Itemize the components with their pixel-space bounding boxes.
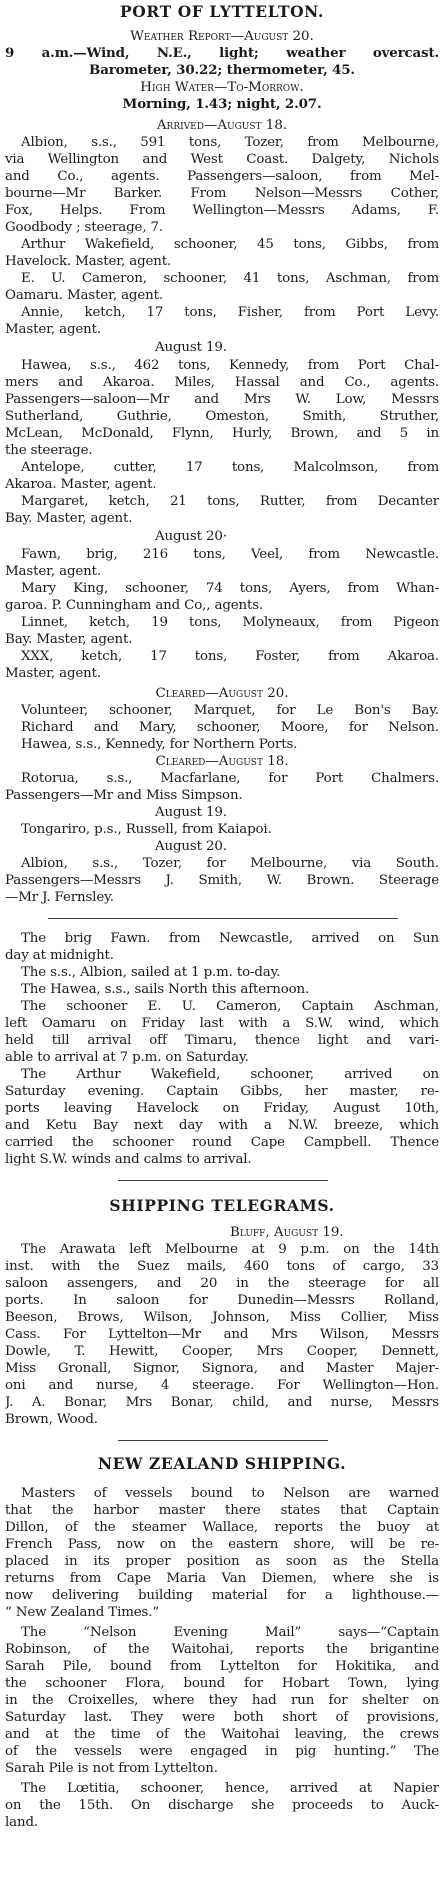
telegram-line: J. A. Bonar, Mrs Bonar, child, and nurse, Messrs: [5, 1395, 439, 1410]
arrival-line: Annie, ketch, 17 tons, Fisher, from Port Levy.: [21, 305, 439, 320]
telegram-line: The Arawata left Melbourne at 9 p.m. on the 14th: [21, 1242, 439, 1257]
nz-shipping-line: Robinson, of the Waitohai, reports the brigantine: [5, 1642, 439, 1657]
arrival-line: XXX, ketch, 17 tons, Foster, from Akaroa.: [21, 649, 439, 664]
telegram-line: Cass. For Lyttelton—Mr and Mrs Wilson, Messrs: [5, 1327, 439, 1342]
arrival-line: Master, agent.: [5, 666, 101, 681]
arrival-line: Akaroa. Master, agent.: [5, 477, 157, 492]
nz-shipping-line: now delivering building material for a lighthouse.—: [5, 1588, 439, 1603]
notes-line: carried the schooner round Cape Campbell. Thence: [5, 1135, 439, 1150]
arrival-line: Linnet, ketch, 19 tons, Molyneaux, from Pigeon: [21, 615, 439, 630]
nz-shipping-line: on the 15th. On discharge she proceeds to Auck-: [5, 1798, 439, 1813]
section-heading-port-of-lyttelton: PORT OF LYTTELTON.: [120, 2, 324, 21]
arrival-line: Bay. Master, agent.: [5, 632, 133, 647]
nz-shipping-line: The Lœtitia, schooner, hence, arrived at Napier: [21, 1781, 439, 1796]
high-water-subheading: High Water—To-Morrow.: [140, 80, 304, 95]
telegram-line: Miss Gronall, Signor, Signora, and Master Majer-: [5, 1361, 439, 1376]
arrival-line: bourne—Mr Barker. From Nelson—Messrs Cother,: [5, 186, 439, 201]
nz-shipping-line: returns from Cape Maria Van Diemen, where she is: [5, 1571, 439, 1586]
notes-line: light S.W. winds and calms to arrival.: [5, 1152, 252, 1167]
arrival-line: Goodbody ; steerage, 7.: [5, 220, 164, 235]
date-subheading: August 20.: [155, 839, 227, 854]
weather-report-subheading: Weather Report—August 20.: [130, 29, 314, 44]
nz-shipping-line: placed in its proper position as soon as the Stella: [5, 1554, 439, 1569]
notes-line: The Arthur Wakefield, schooner, arrived on: [21, 1067, 439, 1082]
arrival-line: E. U. Cameron, schooner, 41 tons, Aschman, from: [21, 271, 439, 286]
nz-shipping-line: “ New Zealand Times.”: [5, 1605, 160, 1620]
notes-line: The brig Fawn. from Newcastle, arrived on Sun: [21, 931, 439, 946]
date-subheading: August 19.: [155, 805, 227, 820]
telegram-line: Dowle, T. Hewitt, Cooper, Mrs Cooper, Dennett,: [5, 1344, 439, 1359]
cleared-subheading: Cleared—August 20.: [155, 686, 289, 701]
nz-shipping-line: in the Croixelles, where they had run for shelter on: [5, 1693, 439, 1708]
arrival-line: Oamaru. Master, agent.: [5, 288, 163, 303]
arrival-line: Albion, s.s., 591 tons, Tozer, from Melbourne,: [21, 135, 439, 150]
telegram-dateline: Bluff, August 19.: [230, 1225, 344, 1240]
notes-line: ports leaving Havelock on Friday, August 10th,: [5, 1101, 439, 1116]
arrival-line: Fawn, brig, 216 tons, Veel, from Newcastle.: [21, 547, 439, 562]
cleared-subheading: Cleared—August 18.: [155, 754, 289, 769]
arrival-line: mers and Akaroa. Miles, Hassal and Co., agents.: [5, 375, 439, 390]
telegram-line: Brown, Wood.: [5, 1412, 98, 1427]
high-water-times: Morning, 1.43; night, 2.07.: [122, 96, 322, 112]
nz-shipping-line: Masters of vessels bound to Nelson are warned: [21, 1486, 439, 1501]
weather-line: 9 a.m.—Wind, N.E., light; weather overcast.: [5, 45, 439, 61]
cleared-line: Tongariro, p.s., Russell, from Kaiapoi.: [21, 822, 272, 837]
arrival-line: Arthur Wakefield, schooner, 45 tons, Gibbs, from: [21, 237, 439, 252]
nz-shipping-line: and at the time of the Waitohai leaving, the crews: [5, 1727, 439, 1742]
arrival-line: via Wellington and West Coast. Dalgety, Nichols: [5, 152, 439, 167]
cleared-line: Volunteer, schooner, Marquet, for Le Bon's Bay.: [21, 703, 439, 718]
notes-line: Saturday evening. Captain Gibbs, her master, re-: [5, 1084, 439, 1099]
cleared-line: Hawea, s.s., Kennedy, for Northern Ports.: [21, 737, 298, 752]
notes-line: The s.s., Albion, sailed at 1 p.m. to-day.: [21, 965, 281, 980]
cleared-line: Richard and Mary, schooner, Moore, for Nelson.: [21, 720, 439, 735]
telegram-line: Beeson, Brows, Wilson, Johnson, Miss Collier, Miss: [5, 1310, 439, 1325]
telegram-line: ports. In saloon for Dunedin—Messrs Rolland,: [5, 1293, 439, 1308]
arrived-subheading: Arrived—August 18.: [156, 118, 288, 133]
nz-shipping-line: that the harbor master there states that Captain: [5, 1503, 439, 1518]
nz-shipping-line: land.: [5, 1815, 38, 1830]
cleared-line: Rotorua, s.s., Macfarlane, for Port Chalmers.: [21, 771, 439, 786]
date-subheading: August 20·: [155, 529, 227, 544]
nz-shipping-line: Sarah Pile is not from Lyttelton.: [5, 1761, 218, 1776]
arrival-line: Sutherland, Guthrie, Omeston, Smith, Struther,: [5, 409, 439, 424]
telegram-line: oni and nurse, 4 steerage. For Wellington—Hon.: [5, 1378, 439, 1393]
section-divider: [118, 1180, 328, 1181]
arrival-line: Antelope, cutter, 17 tons, Malcolmson, from: [21, 460, 439, 475]
section-divider: [118, 1440, 328, 1441]
date-subheading: August 19.: [155, 340, 227, 355]
cleared-line: —Mr J. Fernsley.: [5, 890, 114, 905]
arrival-line: Bay. Master, agent.: [5, 511, 133, 526]
nz-shipping-line: Dillon, of the steamer Wallace, reports the buoy at: [5, 1520, 439, 1535]
notes-line: left Oamaru on Friday last with a S.W. wind, which: [5, 1016, 439, 1031]
cleared-line: Passengers—Messrs J. Smith, W. Brown. Steerage: [5, 873, 439, 888]
arrival-line: Master, agent.: [5, 322, 101, 337]
arrival-line: Fox, Helps. From Wellington—Messrs Adams, F.: [5, 203, 439, 218]
nz-shipping-line: The “Nelson Evening Mail” says—“Captain: [21, 1625, 439, 1640]
nz-shipping-line: the schooner Flora, bound for Hobart Town, lying: [5, 1676, 439, 1691]
notes-line: held till arrival off Timaru, thence light and vari-: [5, 1033, 439, 1048]
arrival-line: Hawea, s.s., 462 tons, Kennedy, from Port Chal-: [21, 358, 439, 373]
cleared-line: Albion, s.s., Tozer, for Melbourne, via South.: [21, 856, 439, 871]
arrival-line: Margaret, ketch, 21 tons, Rutter, from Decanter: [21, 494, 439, 509]
notes-line: day at midnight.: [5, 948, 114, 963]
arrival-line: Master, agent.: [5, 564, 101, 579]
notes-line: The Hawea, s.s., sails North this afternoon.: [21, 982, 310, 997]
nz-shipping-line: Saturday last. They were both short of provisions,: [5, 1710, 439, 1725]
arrival-line: the steerage.: [5, 443, 93, 458]
telegram-line: saloon assengers, and 20 in the steerage for all: [5, 1276, 439, 1291]
nz-shipping-line: of the vessels were engaged in pig hunting.” The: [5, 1744, 439, 1759]
notes-line: The schooner E. U. Cameron, Captain Aschman,: [21, 999, 439, 1014]
arrival-line: Mary King, schooner, 74 tons, Ayers, from Whan-: [21, 581, 439, 596]
nz-shipping-line: Sarah Pile, bound from Lyttelton for Hokitika, and: [5, 1659, 439, 1674]
nz-shipping-line: French Pass, now on the eastern shore, will be re-: [5, 1537, 439, 1552]
barometer-line: Barometer, 30.22; thermometer, 45.: [89, 62, 355, 78]
arrival-line: garoa. P. Cunningham and Co,, agents.: [5, 598, 264, 613]
cleared-line: Passengers—Mr and Miss Simpson.: [5, 788, 243, 803]
notes-line: able to arrival at 7 p.m. on Saturday.: [5, 1050, 249, 1065]
telegram-line: inst. with the Suez mails, 460 tons of cargo, 33: [5, 1259, 439, 1274]
arrival-line: McLean, McDonald, Flynn, Hurly, Brown, and 5 in: [5, 426, 439, 441]
arrival-line: and Co., agents. Passengers—saloon, from Mel-: [5, 169, 439, 184]
section-heading-new-zealand-shipping: NEW ZEALAND SHIPPING.: [97, 1454, 347, 1473]
section-divider: [48, 918, 398, 919]
notes-line: and Ketu Bay next day with a N.W. breeze, which: [5, 1118, 439, 1133]
arrival-line: Passengers—saloon—Mr and Mrs W. Low, Messrs: [5, 392, 439, 407]
section-heading-shipping-telegrams: SHIPPING TELEGRAMS.: [109, 1196, 335, 1215]
arrival-line: Havelock. Master, agent.: [5, 254, 172, 269]
